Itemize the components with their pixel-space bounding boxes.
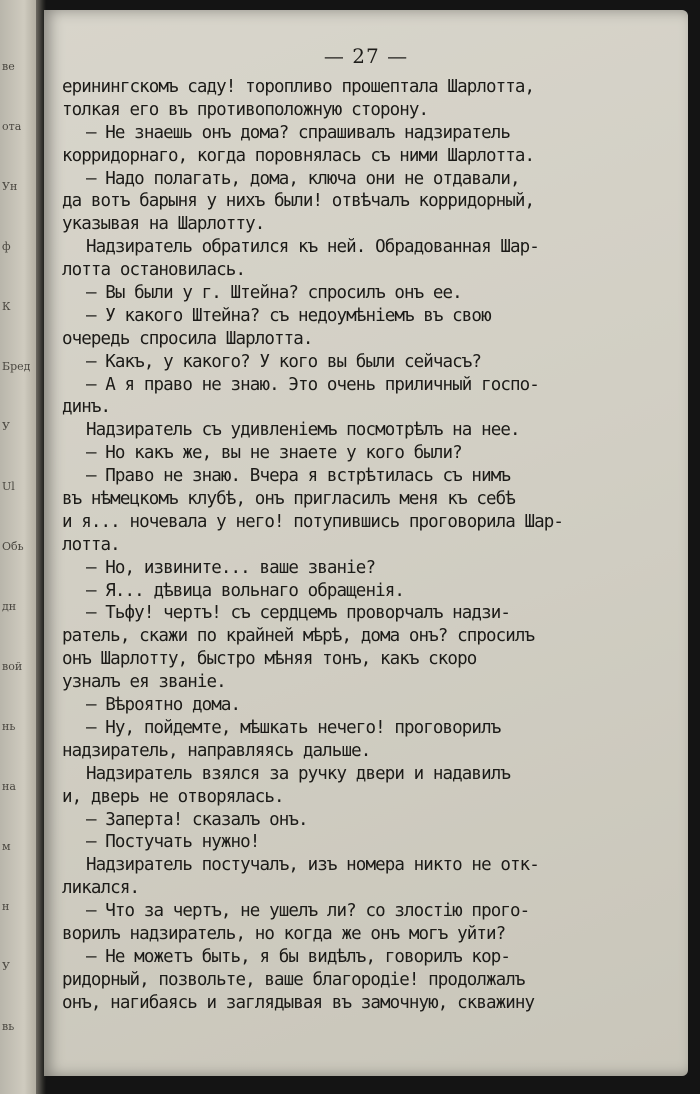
text-line: узналъ ея званiе. [62, 672, 226, 693]
left-page-edge [0, 0, 40, 1094]
text-line: лотта. [62, 534, 120, 555]
text-line: — Не знаешь онъ дома? спрашивалъ надзиратель [86, 122, 510, 143]
text-line: ридорный, позвольте, ваше благородiе! продолжалъ [62, 969, 525, 990]
text-line: очередь спросила Шарлотта. [62, 328, 313, 349]
left-page-fragment: ве [2, 60, 15, 73]
text-line: да вотъ барыня у нихъ были! отвѣчалъ корридорный, [62, 191, 535, 212]
left-page-fragment: м [2, 840, 11, 853]
text-line: корридорнаго, когда поровнялась съ ними Шарлотта. [62, 145, 535, 166]
text-line: — Какъ, у какого? У кого вы были сейчасъ? [86, 351, 482, 372]
left-page-fragment: У [2, 420, 10, 433]
text-line: — Надо полагать, дома, ключа они не отдавали, [86, 168, 520, 189]
left-page-fragment: Обь [2, 540, 24, 553]
text-line: указывая на Шарлотту. [62, 214, 265, 235]
left-page-fragment: вой [2, 660, 23, 673]
text-line: въ нѣмецкомъ клубѣ, онъ пригласилъ меня къ себѣ [62, 489, 515, 510]
left-page-fragment: Ul [2, 480, 15, 493]
left-page-fragment: ота [2, 120, 22, 133]
text-line: надзиратель, направляясь дальше. [62, 740, 371, 761]
left-page-fragment: н [2, 900, 10, 913]
text-line: лотта остановилась. [62, 260, 246, 281]
text-line: — Но какъ же, вы не знаете у кого были? [86, 443, 462, 464]
text-line: — Право не знаю. Вчера я встрѣтилась съ нимъ [86, 466, 510, 487]
text-line: — Я... дѣвица вольнаго обращенiя. [86, 580, 404, 601]
text-line: онъ, нагибаясь и заглядывая въ замочную, скважину [62, 992, 535, 1013]
text-line: онъ Шарлотту, быстро мѣняя тонъ, какъ скоро [62, 649, 477, 670]
left-page-fragment: У [2, 960, 10, 973]
text-line: динъ. [62, 397, 111, 418]
text-line: — Не можетъ быть, я бы видѣлъ, говорилъ кор- [86, 946, 510, 967]
left-page-fragment: Бред [2, 360, 31, 373]
left-page-fragment: К [2, 300, 11, 313]
text-line: Надзиратель съ удивленiемъ посмотрѣлъ на нее. [86, 420, 520, 441]
text-line: ворилъ надзиратель, но когда же онъ могъ уйти? [62, 923, 506, 944]
text-line: — Вы были у г. Штейна? спросилъ онъ ее. [86, 283, 462, 304]
text-line: Надзиратель взялся за ручку двери и надавилъ [86, 763, 510, 784]
left-page-fragment: нь [2, 720, 16, 733]
text-line: и, дверь не отворялась. [62, 786, 284, 807]
text-line: — Что за чертъ, не ушелъ ли? со злостiю прого- [86, 901, 530, 922]
left-page-fragment: на [2, 780, 16, 793]
text-line: еринингскомъ саду! торопливо прошептала Шарлотта, [62, 77, 535, 97]
book-page [44, 10, 688, 1076]
left-page-fragment: Ун [2, 180, 18, 193]
text-line: — Постучать нужно! [86, 832, 260, 853]
body-text [62, 76, 610, 1015]
text-line: ратель, скажи по крайней мѣрѣ, дома онъ? спросилъ [62, 626, 535, 647]
text-line: — Вѣроятно дома. [86, 695, 241, 716]
text-line: — Ну, пойдемте, мѣшкать нечего! проговорилъ [86, 717, 501, 738]
text-line: — Заперта! сказалъ онъ. [86, 809, 308, 830]
left-page-fragment: вь [2, 1020, 15, 1033]
text-line: ликался. [62, 878, 140, 899]
text-line: — У какого Штейна? съ недоумѣнiемъ въ свою [86, 305, 491, 326]
text-line: — А я право не знаю. Это очень приличный госпо- [86, 374, 539, 395]
text-line: толкая его въ противоположную сторону. [62, 99, 429, 120]
page-number: — 27 — [323, 44, 409, 68]
left-page-fragment: ф [2, 240, 11, 253]
text-line: — Тьфу! чертъ! съ сердцемъ проворчалъ надзи- [86, 603, 510, 624]
text-line: — Но, извините... ваше званiе? [86, 557, 376, 578]
text-line: и я... ночевала у него! потупившись проговорила Шар- [62, 511, 564, 532]
text-line: Надзиратель обратился къ ней. Обрадованная Шар- [86, 237, 539, 258]
left-page-fragment: дн [2, 600, 17, 613]
text-line: Надзиратель постучалъ, изъ номера никто не отк- [86, 855, 539, 876]
